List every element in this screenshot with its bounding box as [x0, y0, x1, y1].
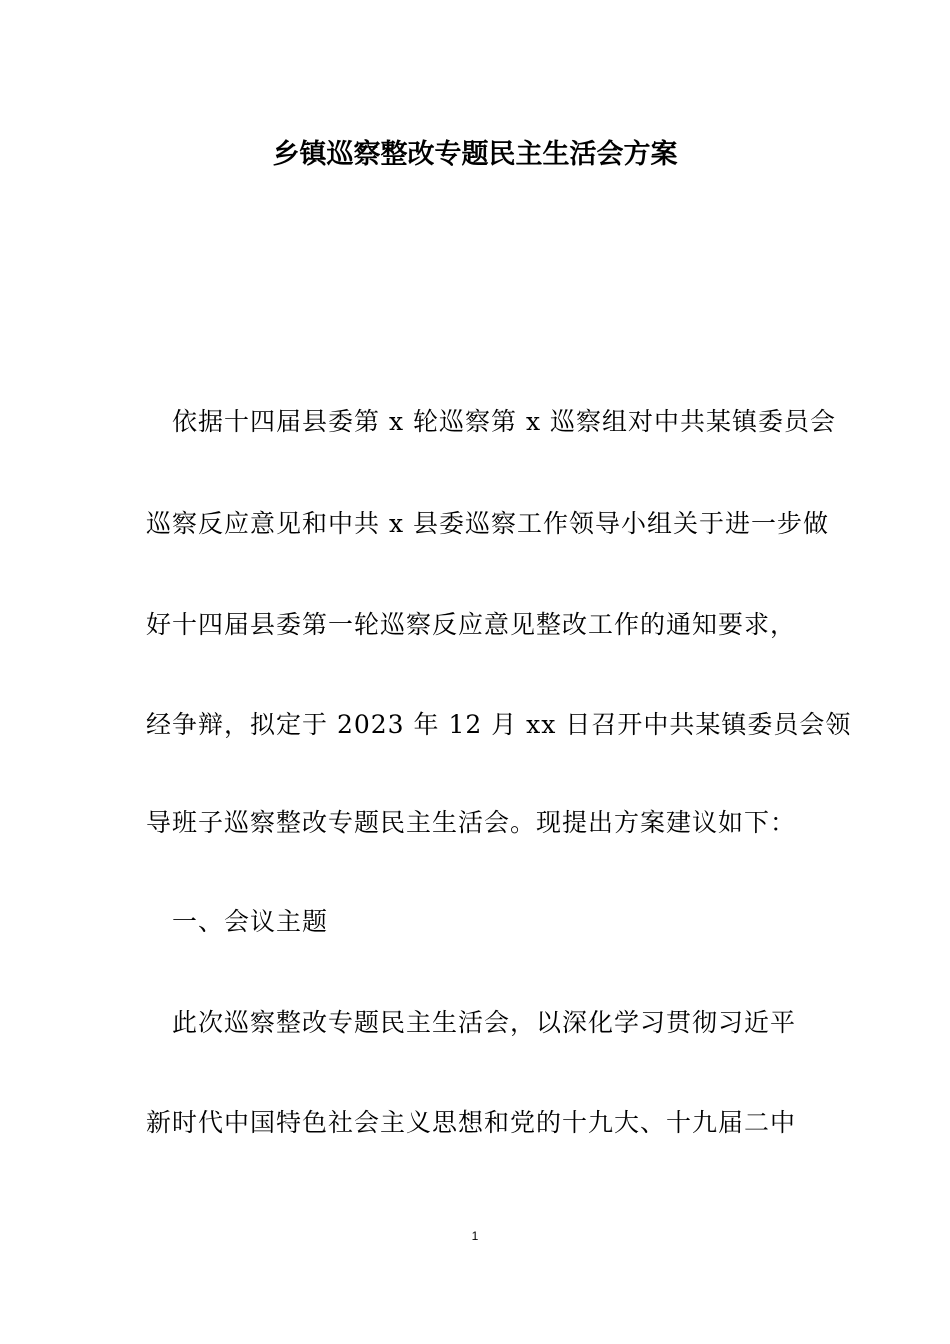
paragraph-line: 好十四届县委第一轮巡察反应意见整改工作的通知要求，	[146, 610, 797, 639]
paragraph-line: 经争辩，拟定于 2023 年 12 月 xx 日召开中共某镇委员会领	[146, 710, 852, 739]
paragraph-line: 巡察反应意见和中共 x 县委巡察工作领导小组关于进一步做	[146, 509, 829, 538]
paragraph-line: 新时代中国特色社会主义思想和党的十九大、十九届二中	[146, 1108, 797, 1137]
section-heading: 一、会议主题	[146, 907, 329, 936]
page-number: 1	[471, 1229, 479, 1243]
paragraph-line: 此次巡察整改专题民主生活会，以深化学习贯彻习近平	[146, 1008, 797, 1037]
document-title: 乡镇巡察整改专题民主生活会方案	[272, 139, 678, 170]
paragraph-line: 依据十四届县委第 x 轮巡察第 x 巡察组对中共某镇委员会	[146, 407, 836, 436]
paragraph-line: 导班子巡察整改专题民主生活会。现提出方案建议如下：	[146, 808, 797, 837]
